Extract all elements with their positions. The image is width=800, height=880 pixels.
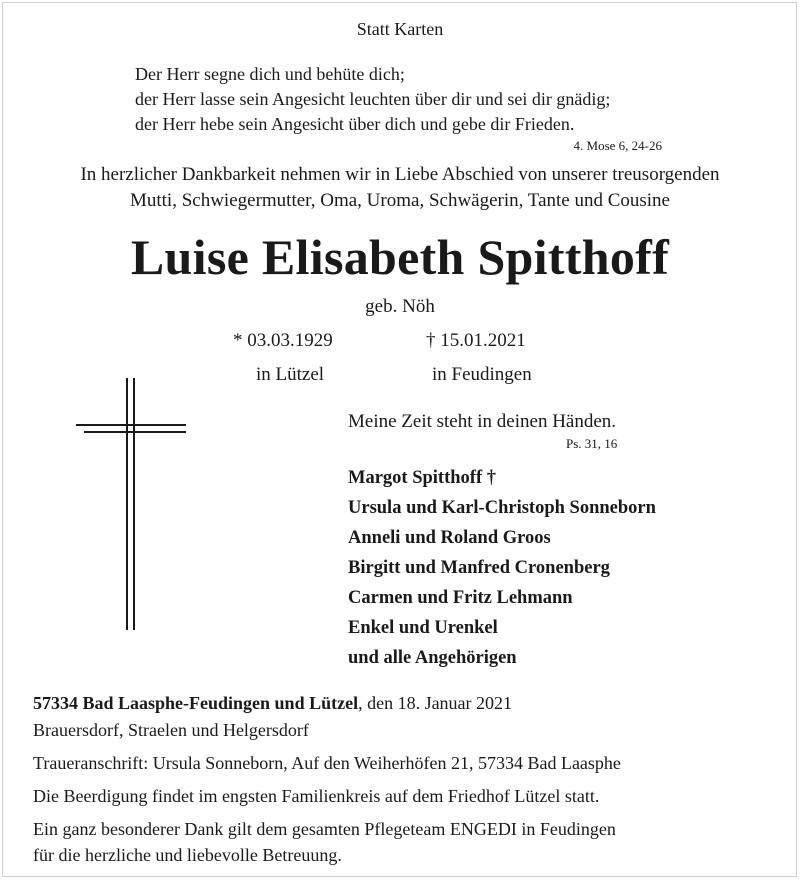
mourner-item: Ursula und Karl-Christoph Sonneborn xyxy=(348,498,656,518)
place-date-line xyxy=(33,693,512,714)
quote-text: Meine Zeit steht in deinen Händen. xyxy=(348,411,617,432)
date-label: , den 18. Januar 2021 xyxy=(358,693,513,713)
statt-karten-label: Statt Karten xyxy=(356,19,444,39)
death-place: in Feudingen xyxy=(432,364,532,385)
mourner-item: Enkel und Urenkel xyxy=(348,618,498,638)
maiden-name: geb. Nöh xyxy=(365,296,435,317)
double-line-cross-icon xyxy=(76,378,186,630)
funeral-line: Die Beerdigung findet im engsten Familienkreis auf dem Friedhof Lützel statt. xyxy=(33,786,600,806)
verse-line-3: der Herr hebe sein Angesicht über dich und gebe dir Frieden. xyxy=(135,114,575,134)
thanks-line-1: Ein ganz besonderer Dank gilt dem gesamten Pflegeteam ENGEDI in Feudingen xyxy=(33,819,616,839)
verse-line-1: Der Herr segne dich und behüte dich; xyxy=(135,64,405,84)
quote-reference: Ps. 31, 16 xyxy=(566,436,618,451)
death-date: † 15.01.2021 xyxy=(426,330,526,351)
birth-place: in Lützel xyxy=(256,364,325,385)
mourner-item: Margot Spitthoff † xyxy=(348,468,496,488)
mourner-item: Carmen und Fritz Lehmann xyxy=(348,588,573,608)
verse-reference: 4. Mose 6, 24-26 xyxy=(573,138,662,153)
deceased-name: Luise Elisabeth Spitthoff xyxy=(130,229,670,285)
place-label: 57334 Bad Laasphe-Feudingen und Lützel xyxy=(33,693,359,713)
towns-line: Brauersdorf, Straelen und Helgersdorf xyxy=(33,720,309,740)
mourner-item: Birgitt und Manfred Cronenberg xyxy=(348,558,610,578)
address-line: Traueranschrift: Ursula Sonneborn, Auf den Weiherhöfen 21, 57334 Bad Laasphe xyxy=(33,753,621,773)
thanks-line-2: für die herzliche und liebevolle Betreuung. xyxy=(33,845,342,865)
mourner-item: Anneli und Roland Groos xyxy=(348,528,551,548)
verse-line-2: der Herr lasse sein Angesicht leuchten über dir und sei dir gnädig; xyxy=(135,89,611,109)
mourner-item: und alle Angehörigen xyxy=(348,648,517,668)
intro-line-2: Mutti, Schwiegermutter, Oma, Uroma, Schwägerin, Tante und Cousine xyxy=(129,190,670,211)
intro-line-1: In herzlicher Dankbarkeit nehmen wir in Liebe Abschied von unserer treusorgenden xyxy=(80,164,720,185)
birth-date: * 03.03.1929 xyxy=(233,330,333,351)
